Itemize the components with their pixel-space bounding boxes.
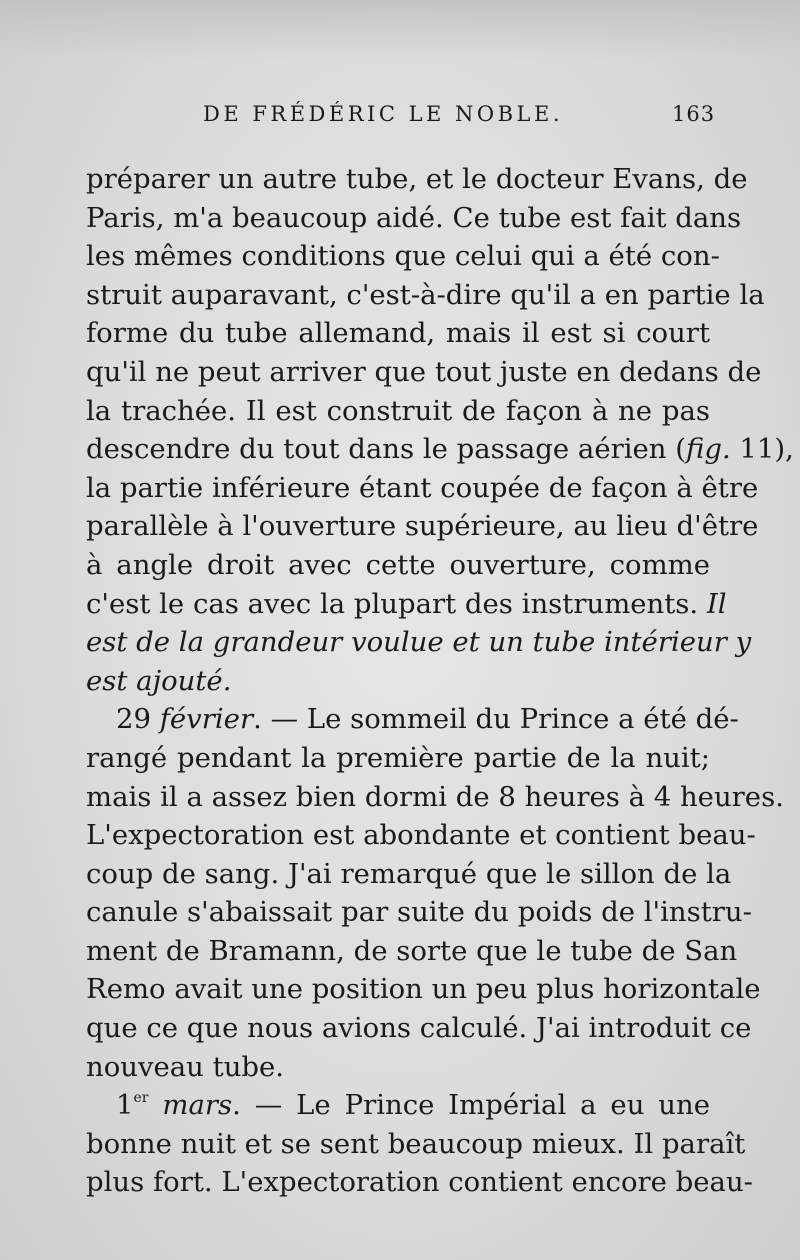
text-segment: 11), — [730, 433, 794, 466]
body-text — [86, 160, 794, 1202]
text-line: la trachée. Il est construit de façon à ne pas — [86, 394, 710, 427]
text-line: à angle droit avec cette ouverture, comme — [86, 548, 710, 581]
text-line: Remo avait une position un peu plus horizontale — [86, 973, 761, 1006]
text-line: struit auparavant, c'est-à-dire qu'il a en partie la — [86, 278, 765, 311]
text-line-italic: est ajouté. — [86, 664, 232, 697]
italic-segment: Il — [706, 587, 727, 620]
entry-date-line — [86, 700, 739, 739]
date-month: mars — [162, 1089, 233, 1122]
text-line: les mêmes conditions que celui qui a été con- — [86, 240, 720, 273]
text-line — [86, 585, 727, 624]
text-line: que ce que nous avions calculé. J'ai introduit ce — [86, 1012, 752, 1045]
text-segment: c'est le cas avec la plupart des instruments. — [86, 587, 707, 620]
text-line: préparer un autre tube, et le docteur Evans, de — [86, 163, 748, 195]
text-segment: . — Le Prince Impérial a eu une — [232, 1089, 711, 1122]
text-line: qu'il ne peut arriver que tout juste en dedans de — [86, 355, 762, 388]
text-line: la partie inférieure étant coupée de façon à être — [86, 471, 759, 504]
entry-date-line — [86, 1086, 710, 1125]
date-day: 1 — [116, 1089, 134, 1122]
ordinal-suffix: er — [133, 1090, 149, 1107]
text-segment: . — Le sommeil du Prince a été dé- — [253, 703, 739, 736]
date-day: 29 — [116, 703, 160, 736]
text-line: forme du tube allemand, mais il est si court — [86, 317, 710, 350]
italic-fig-ref: fig. — [686, 433, 731, 466]
text-line: ment de Bramann, de sorte que le tube de San — [86, 934, 738, 967]
text-line: plus fort. L'expectoration contient encore beau- — [86, 1166, 753, 1199]
text-line — [86, 430, 794, 469]
text-line: parallèle à l'ouverture supérieure, au lieu d'être — [86, 510, 759, 543]
text-line: rangé pendant la première partie de la nuit; — [86, 741, 710, 774]
page-shadow — [0, 0, 800, 60]
text-segment — [148, 1089, 162, 1121]
text-line: L'expectoration est abondante et contient beau- — [86, 819, 756, 852]
running-head: DE FRÉDÉRIC LE NOBLE. — [203, 102, 563, 126]
text-line: mais il a assez bien dormi de 8 heures à 4 heures. — [86, 780, 784, 813]
text-segment: descendre du tout dans le passage aérien ( — [86, 433, 686, 466]
text-line: nouveau tube. — [86, 1050, 285, 1083]
text-line-italic: est de la grandeur voulue et un tube intérieur y — [86, 626, 752, 659]
text-line: Paris, m'a beaucoup aidé. Ce tube est fait dans — [86, 201, 742, 234]
text-line: bonne nuit et se sent beaucoup mieux. Il paraît — [86, 1127, 746, 1160]
date-month: février — [159, 703, 254, 736]
text-line: canule s'abaissait par suite du poids de l'instru- — [86, 896, 752, 929]
page-number: 163 — [672, 102, 716, 126]
text-line: coup de sang. J'ai remarqué que le sillon de la — [86, 857, 732, 890]
